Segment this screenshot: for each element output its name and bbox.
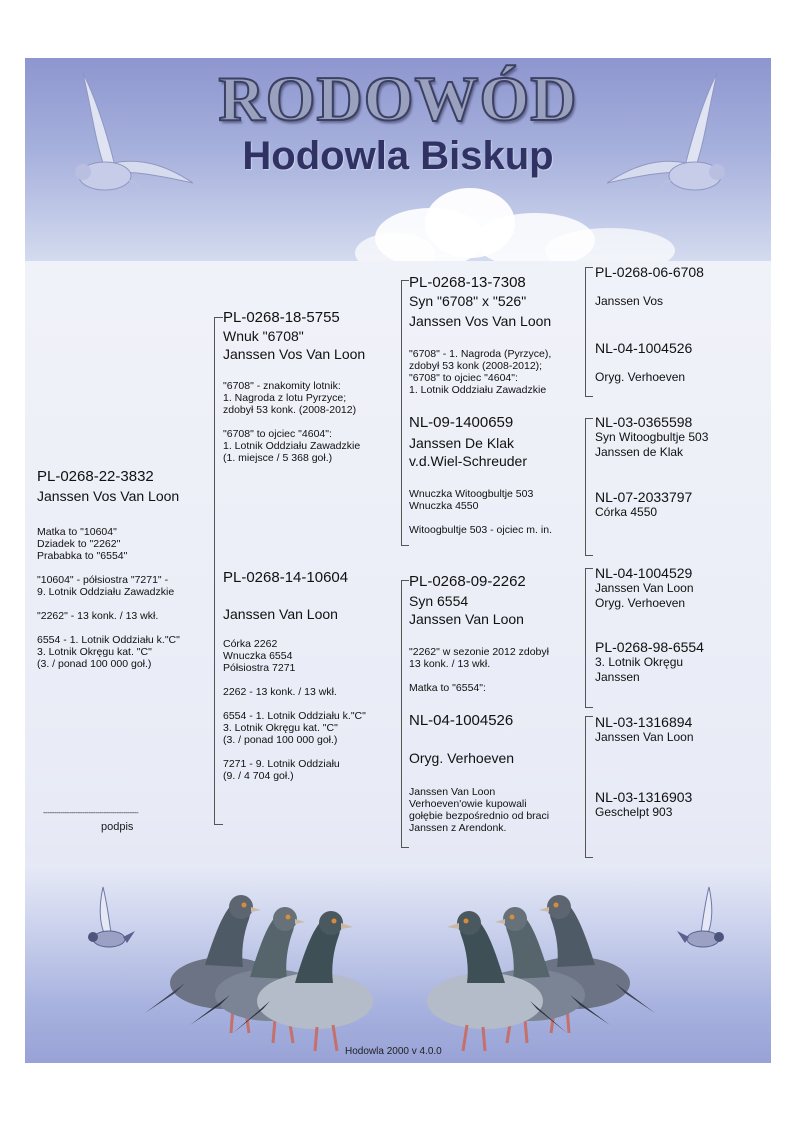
flying-pigeon-small-left-icon <box>75 885 135 955</box>
bracket-gg-2 <box>585 418 593 556</box>
gg-entry-3: NL-03-0365598 Syn Witoogbultje 503 Janssen de Klak <box>595 414 709 459</box>
gg-entry-4: NL-07-2033797 Córka 4550 <box>595 489 693 519</box>
mother-line: Janssen Van Loon <box>223 606 338 622</box>
gp-mf-notes: "2262" w sezonie 2012 zdobył 13 konk. / 13 wkł. Matka to "6554": <box>409 646 549 694</box>
gp-mf-line: Janssen Van Loon <box>409 611 524 627</box>
father-notes: "6708" - znakomity lotnik: 1. Nagroda z lotu Pyrzyce; zdobył 53 konk. (2008-2012) "6708" to ojciec "4604": 1. Lotnik Oddziału Zawadzkie (1. miejsce / 5 368 goł.) <box>223 380 361 464</box>
gg-entry-1: PL-0268-06-6708 Janssen Vos <box>595 264 704 308</box>
signature-label: podpis <box>101 821 134 833</box>
gp-mm-line: Oryg. Verhoeven <box>409 750 515 766</box>
gp-mm-notes: Janssen Van Loon Verhoeven'owie kupowali gołębie bezpośrednio od braci Janssen z Arendonk. <box>409 786 550 834</box>
flying-pigeon-small-right-icon <box>677 885 737 955</box>
pigeon-right-group-icon <box>415 883 655 1063</box>
gp-fm-ring: NL-09-1400659 <box>409 414 514 431</box>
gp-mf-name: Syn 6554 <box>409 593 469 609</box>
mother-notes: Córka 2262 Wnuczka 6554 Półsiostra 7271 2262 - 13 konk. / 13 wkł. 6554 - 1. Lotnik Oddziału k."C" 3. Lotnik Okręgu kat. "C" (3. / ponad 100 000 goł.) 7271 - 9. Lotnik Oddziału (9. / 4 704 goł.) <box>223 638 366 782</box>
gp-ff-ring: PL-0268-13-7308 <box>409 274 526 291</box>
bracket-gg-3 <box>585 568 593 708</box>
subject-notes: Matka to "10604" Dziadek to "2262" Prababka to "6554" "10604" - półsiostra "7271" - 9. Lotnik Oddziału Zawadzkie "2262" - 13 konk. / 13 wkł. 6554 - 1. Lotnik Oddziału k."C" 3. Lotnik Okręgu kat. "C" (3. / ponad 100 000 goł.) <box>37 526 180 670</box>
loft-name: Hodowla Biskup <box>242 134 554 178</box>
gp-fm-notes: Wnuczka Witoogbultje 503 Wnuczka 4550 Witoogbultje 503 - ojciec m. in. <box>409 488 552 536</box>
bracket-mother-parents <box>401 580 409 848</box>
subject-line: Janssen Vos Van Loon <box>37 488 180 504</box>
header-banner <box>25 58 771 261</box>
page-title: RODOWÓD <box>218 63 578 134</box>
footer-banner <box>25 863 771 1063</box>
gp-mf-ring: PL-0268-09-2262 <box>409 573 526 590</box>
father-ring: PL-0268-18-5755 <box>223 309 340 326</box>
gp-ff-notes: "6708" - 1. Nagroda (Pyrzyce), zdobył 53 konk (2008-2012); "6708" to ojciec "4604": 1. Lotnik Oddziału Zawadzkie <box>409 348 552 396</box>
pedigree-sheet <box>25 58 771 1063</box>
subject-ring: PL-0268-22-3832 <box>37 468 154 485</box>
father-name: Wnuk "6708" <box>223 328 304 344</box>
gg-entry-7: NL-03-1316894 Janssen Van Loon <box>595 714 694 744</box>
gp-mm-ring: NL-04-1004526 <box>409 712 514 729</box>
pigeon-left-group-icon <box>145 883 385 1063</box>
gg-entry-2: NL-04-1004526 Oryg. Verhoeven <box>595 340 693 384</box>
bracket-parents <box>214 317 223 825</box>
signature-line: -------------------------------------------- <box>43 808 139 817</box>
father-line: Janssen Vos Van Loon <box>223 346 366 362</box>
gg-entry-6: PL-0268-98-6554 3. Lotnik Okręgu Janssen <box>595 639 704 684</box>
bracket-gg-1 <box>585 267 593 397</box>
mother-ring: PL-0268-14-10604 <box>223 569 349 586</box>
gp-ff-name: Syn "6708" x "526" <box>409 293 527 309</box>
gg-entry-8: NL-03-1316903 Geschelpt 903 <box>595 789 693 819</box>
gg-entry-5: NL-04-1004529 Janssen Van Loon Oryg. Verhoeven <box>595 565 694 610</box>
gp-fm-line: Janssen De Klak <box>409 435 515 451</box>
bracket-father-parents <box>401 280 409 546</box>
bracket-gg-4 <box>585 716 593 858</box>
version-text: Hodowla 2000 v 4.0.0 <box>345 1046 442 1057</box>
gp-ff-line: Janssen Vos Van Loon <box>409 313 552 329</box>
gp-fm-line2: v.d.Wiel-Schreuder <box>409 453 528 469</box>
